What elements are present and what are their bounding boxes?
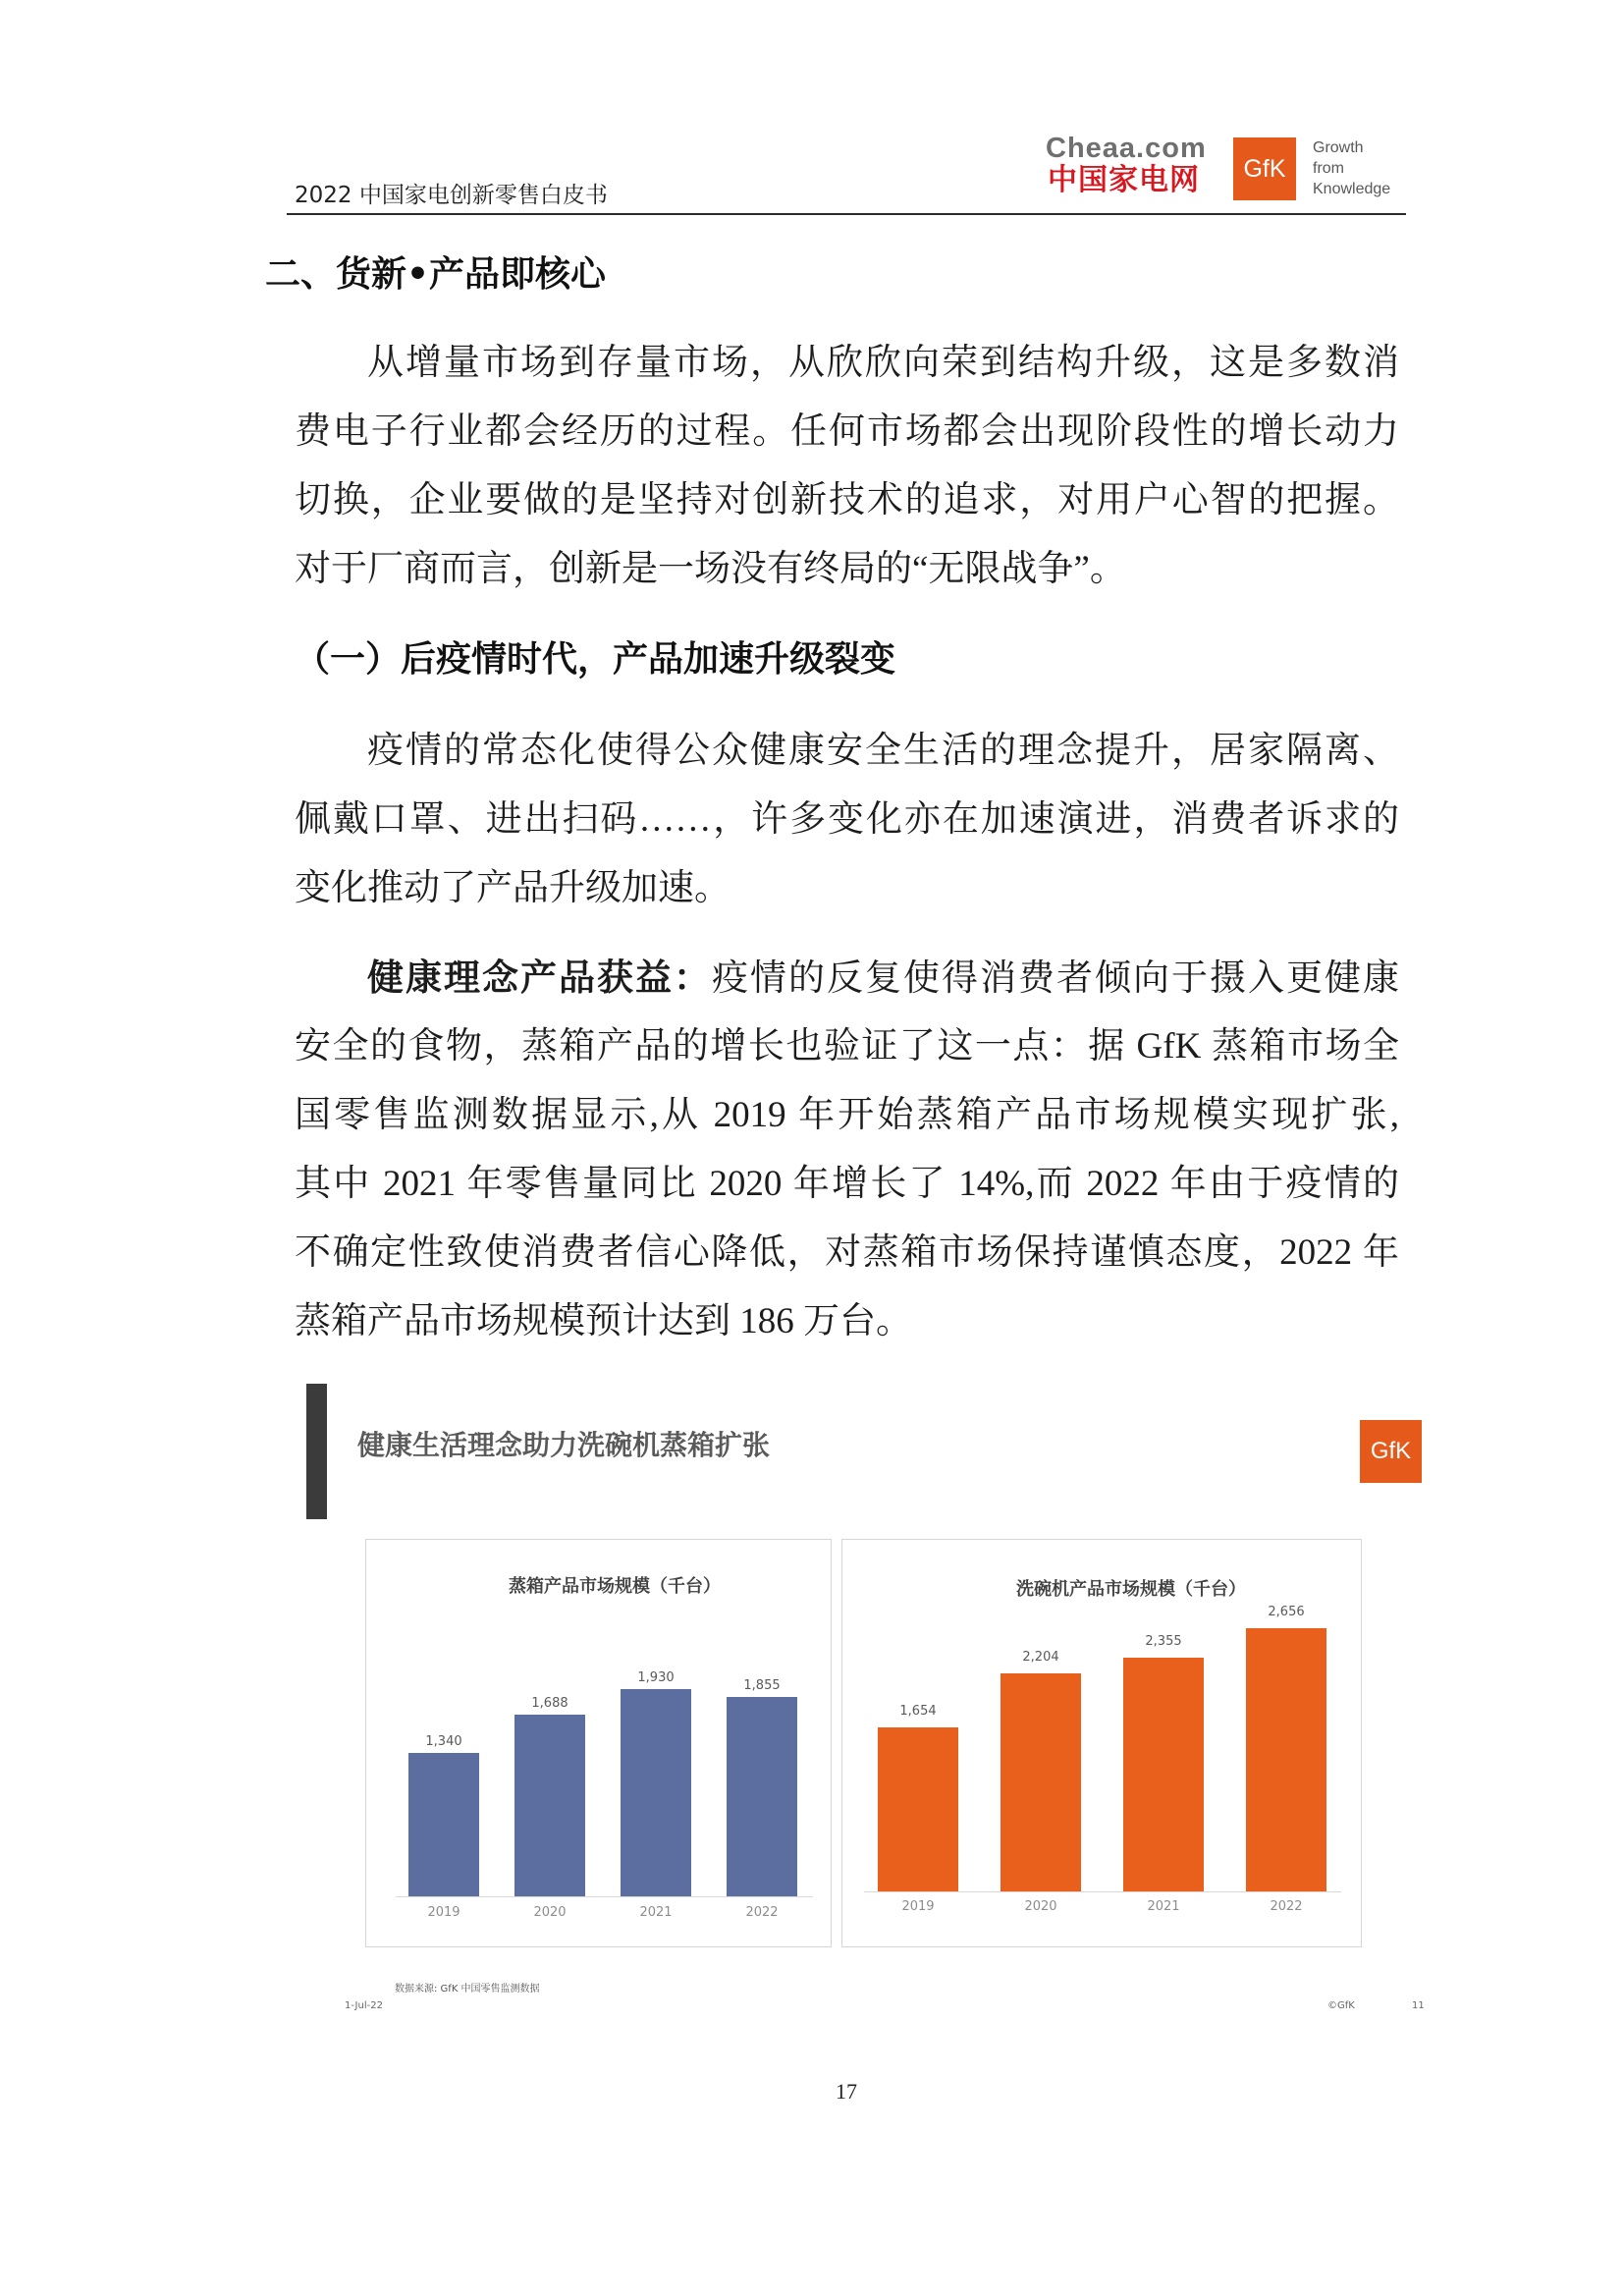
dishwasher-value-label-2020: 2,204 bbox=[1022, 1649, 1059, 1665]
paragraph-line: 佩戴口罩、进出扫码……，许多变化亦在加速演进，消费者诉求的 bbox=[295, 799, 1399, 840]
tagline-line: Knowledge bbox=[1313, 181, 1391, 197]
pandemic-paragraph bbox=[295, 717, 1399, 923]
steam-oven-bar-2019 bbox=[408, 1753, 479, 1896]
gfk-figure-logo-icon: GfK bbox=[1360, 1420, 1422, 1483]
dishwasher-value-label-2019: 1,654 bbox=[899, 1704, 937, 1720]
dishwasher-x-tick-label: 2020 bbox=[1024, 1899, 1057, 1914]
chart-title: 洗碗机产品市场规模（千台） bbox=[1016, 1579, 1246, 1600]
steam-oven-bar-2021 bbox=[621, 1689, 691, 1896]
dishwasher-bar-2020 bbox=[1001, 1673, 1081, 1891]
steam-oven-value-label-2020: 1,688 bbox=[531, 1696, 568, 1712]
steam-oven-value-label-2021: 1,930 bbox=[637, 1670, 675, 1685]
paragraph-line: 安全的食物，蒸箱产品的增长也验证了这一点：据 GfK 蒸箱市场全 bbox=[295, 1026, 1399, 1066]
paragraph-line bbox=[295, 944, 1399, 1012]
bold-lead-in: 健康理念产品获益： bbox=[367, 957, 712, 999]
tagline-line: Growth bbox=[1313, 139, 1364, 156]
paragraph-line: 国零售监测数据显示,从 2019 年开始蒸箱产品市场规模实现扩张, bbox=[295, 1095, 1399, 1135]
dishwasher-chart-panel bbox=[841, 1539, 1362, 1947]
steam-oven-x-tick-label: 2021 bbox=[639, 1905, 673, 1920]
figure-slide-number: 11 bbox=[1412, 2000, 1425, 2011]
steam-oven-value-label-2022: 1,855 bbox=[743, 1678, 781, 1694]
figure-title: 健康生活理念助力洗碗机蒸箱扩张 bbox=[357, 1429, 771, 1461]
figure-copyright: ©GfK bbox=[1327, 2000, 1355, 2011]
steam-oven-chart-panel bbox=[365, 1539, 832, 1947]
paragraph-line: 对于厂商而言，创新是一场没有终局的“无限战争”。 bbox=[295, 549, 1126, 589]
running-header-title: 2022 中国家电创新零售白皮书 bbox=[295, 183, 608, 208]
dishwasher-x-tick-label: 2021 bbox=[1147, 1899, 1180, 1914]
paragraph-line: 不确定性致使消费者信心降低，对蒸箱市场保持谨慎态度，2022 年 bbox=[295, 1232, 1399, 1273]
paragraph-line: 变化推动了产品升级加速。 bbox=[295, 868, 730, 908]
dishwasher-x-tick-label: 2022 bbox=[1270, 1899, 1303, 1914]
paragraph-line: 从增量市场到存量市场，从欣欣向荣到结构升级，这是多数消 bbox=[367, 343, 1399, 383]
dishwasher-value-label-2022: 2,656 bbox=[1268, 1605, 1305, 1619]
section-heading: 二、货新•产品即核心 bbox=[265, 254, 607, 295]
page-number: 17 bbox=[836, 2079, 857, 2104]
steam-oven-bar-2022 bbox=[727, 1697, 797, 1896]
header-divider bbox=[287, 213, 1406, 215]
cheaa-logo: Cheaa.com bbox=[1046, 133, 1207, 164]
cheaa-chinese-logo: 中国家电网 bbox=[1048, 163, 1200, 197]
steam-oven-bar-2020 bbox=[514, 1715, 585, 1896]
dishwasher-x-tick-label: 2019 bbox=[901, 1899, 935, 1914]
steam-oven-value-label-2019: 1,340 bbox=[425, 1733, 462, 1749]
figure-accent-bar bbox=[306, 1384, 327, 1519]
tagline-line: from bbox=[1313, 160, 1344, 177]
gfk-tagline bbox=[1313, 137, 1390, 199]
health-products-paragraph bbox=[295, 944, 1399, 1356]
x-axis-line bbox=[396, 1896, 813, 1897]
dishwasher-bar-2021 bbox=[1123, 1658, 1204, 1891]
dishwasher-bar-2022 bbox=[1246, 1628, 1326, 1891]
steam-oven-x-tick-label: 2020 bbox=[533, 1905, 567, 1920]
intro-paragraph bbox=[295, 329, 1399, 604]
dishwasher-value-label-2021: 2,355 bbox=[1145, 1634, 1182, 1650]
steam-oven-x-tick-label: 2019 bbox=[427, 1905, 460, 1920]
steam-oven-x-tick-label: 2022 bbox=[745, 1905, 779, 1920]
paragraph-line: 其中 2021 年零售量同比 2020 年增长了 14%,而 2022 年由于疫情的 bbox=[295, 1164, 1399, 1204]
chart-title: 蒸箱产品市场规模（千台） bbox=[509, 1576, 721, 1597]
figure-source-note: 数据来源: GfK 中国零售监测数据 bbox=[395, 1984, 540, 1995]
paragraph-text: 疫情的反复使得消费者倾向于摄入更健康 bbox=[712, 958, 1399, 999]
gfk-logo-icon: GfK bbox=[1233, 137, 1296, 200]
figure-date: 1-Jul-22 bbox=[345, 2000, 383, 2011]
paragraph-line: 疫情的常态化使得公众健康安全生活的理念提升，居家隔离、 bbox=[367, 731, 1399, 771]
paragraph-line: 蒸箱产品市场规模预计达到 186 万台。 bbox=[295, 1301, 912, 1341]
x-axis-line bbox=[864, 1891, 1341, 1892]
paragraph-line: 费电子行业都会经历的过程。任何市场都会出现阶段性的增长动力 bbox=[295, 411, 1399, 452]
subsection-heading: （一）后疫情时代，产品加速升级裂变 bbox=[295, 639, 896, 680]
dishwasher-bar-2019 bbox=[878, 1727, 958, 1891]
paragraph-line: 切换，企业要做的是坚持对创新技术的追求，对用户心智的把握。 bbox=[295, 480, 1399, 520]
